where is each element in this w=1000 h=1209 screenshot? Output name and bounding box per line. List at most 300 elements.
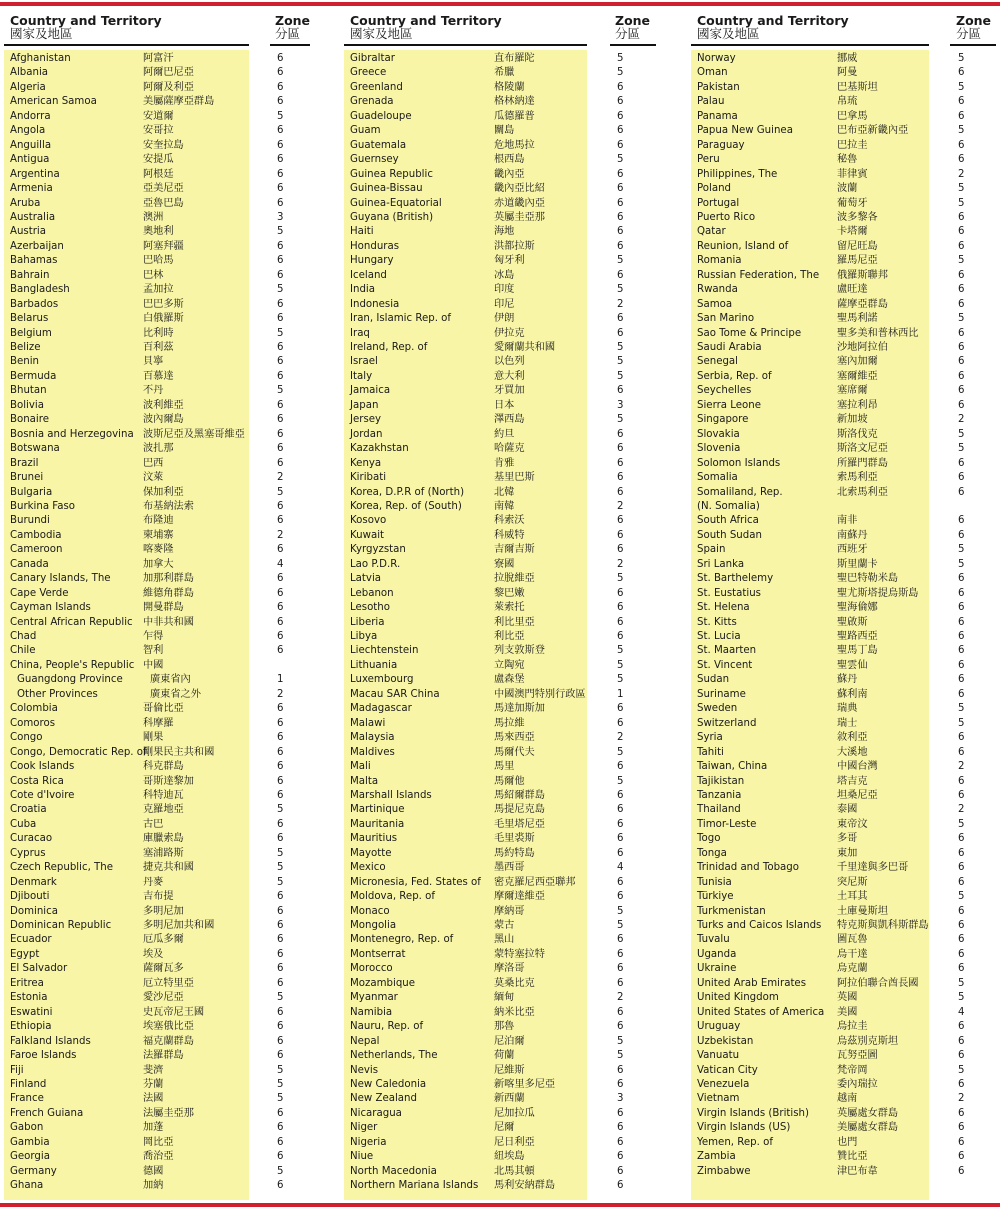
- zone-value: 5: [617, 370, 624, 382]
- country-name-zh: 科克群島: [143, 761, 184, 773]
- zone-value: 6: [617, 761, 624, 773]
- zone-value: 2: [958, 1093, 965, 1105]
- country-name-zh: 澳洲: [143, 211, 164, 223]
- zone-value: 5: [617, 342, 624, 353]
- zone-header-subtitle: 分區: [275, 26, 301, 41]
- table-row: [697, 110, 958, 124]
- country-name-en: Yemen, Rep. of: [697, 1136, 773, 1148]
- table-row: [10, 399, 277, 413]
- table-row: [350, 413, 617, 427]
- country-name-en: Aruba: [10, 197, 41, 209]
- country-name-en: Grenada: [350, 96, 394, 108]
- table-row: [697, 413, 958, 427]
- table-row: [350, 630, 617, 644]
- zone-value: 5: [277, 862, 284, 874]
- table-row: [10, 1150, 277, 1164]
- zone-value: 2: [617, 298, 624, 310]
- country-name-en: Palau: [697, 96, 725, 108]
- country-name-en: Dominican Republic: [10, 920, 112, 931]
- table-row: [350, 384, 617, 398]
- country-name-zh: 哈薩克: [494, 443, 525, 455]
- country-name-en: Curacao: [10, 833, 53, 845]
- country-name-zh: 挪威: [837, 53, 858, 64]
- country-name-zh: 秘魯: [837, 154, 858, 166]
- country-name-en: Serbia, Rep. of: [697, 370, 772, 382]
- zone-value: 5: [617, 414, 624, 426]
- table-row: [350, 659, 617, 673]
- country-name-zh: 黎巴嫩: [494, 587, 525, 599]
- country-name-zh: 阿富汗: [143, 53, 174, 64]
- zone-value: 6: [277, 616, 284, 628]
- country-name-zh: 梵帝岡: [837, 1064, 868, 1076]
- table-row: [10, 905, 277, 919]
- table-row: [350, 572, 617, 586]
- country-name-en: Seychelles: [697, 385, 752, 397]
- zone-value: 6: [277, 154, 284, 166]
- country-name-zh: 巴林: [143, 269, 164, 281]
- zone-value: 2: [958, 414, 965, 426]
- country-name-en: Belgium: [10, 327, 52, 339]
- zone-value: 6: [277, 544, 284, 556]
- table-row: [10, 211, 277, 225]
- country-name-en: Burundi: [10, 515, 50, 527]
- table-row: [697, 211, 958, 225]
- table-row: [697, 818, 958, 832]
- country-name-en: Marshall Islands: [350, 789, 432, 801]
- country-name-en: Jamaica: [350, 385, 391, 397]
- country-name-en: Malta: [350, 775, 379, 787]
- zone-value: 6: [958, 240, 965, 252]
- country-name-en: Senegal: [697, 356, 738, 368]
- table-row: [10, 803, 277, 817]
- country-name-zh: 新喀里多尼亞: [494, 1078, 556, 1090]
- table-row: [10, 1049, 277, 1063]
- country-name-zh: 多哥: [837, 833, 858, 845]
- country-name-en: El Salvador: [10, 963, 68, 975]
- country-name-zh: 波斯尼亞及黑塞哥維亞: [143, 428, 245, 440]
- zone-value: 6: [958, 732, 965, 744]
- country-name-en: St. Lucia: [697, 631, 741, 642]
- table-row: [350, 471, 617, 485]
- table-row: [350, 1064, 617, 1078]
- table-row: [10, 124, 277, 138]
- zone-value: 6: [617, 1021, 624, 1033]
- country-name-zh: 莫桑比克: [494, 977, 535, 989]
- country-name-zh: 圖瓦魯: [837, 934, 868, 946]
- zone-value: 6: [277, 414, 284, 426]
- zone-value: 6: [958, 963, 965, 975]
- zone-value: 2: [277, 472, 284, 484]
- country-name-en: United Arab Emirates: [697, 977, 807, 989]
- table-row: [697, 948, 958, 962]
- country-name-zh: 蒙特塞拉特: [494, 948, 545, 960]
- country-name-zh: 亞美尼亞: [143, 183, 184, 195]
- zone-value: 6: [277, 833, 284, 845]
- country-name-en: Korea, D.P.R of (North): [350, 486, 465, 498]
- table-row: [697, 124, 958, 138]
- country-name-zh: 馬約特島: [494, 847, 535, 859]
- zone-value: 6: [617, 1122, 624, 1134]
- zone-value: 6: [617, 717, 624, 729]
- zone-value: 5: [617, 53, 624, 64]
- country-name-zh: 以色列: [494, 356, 525, 368]
- table-row: [10, 1092, 277, 1106]
- table-row: [350, 861, 617, 875]
- table-row: [697, 283, 958, 297]
- table-row: [697, 616, 958, 630]
- zone-value: 6: [617, 1180, 624, 1192]
- table-row: [350, 587, 617, 601]
- country-name-zh: 巴拉圭: [837, 139, 868, 151]
- country-name-en: Paraguay: [697, 139, 745, 151]
- country-name-en: Lithuania: [350, 659, 398, 671]
- table-row: [350, 486, 617, 500]
- zone-value: 4: [277, 558, 284, 570]
- country-name-zh: 危地馬拉: [494, 139, 535, 151]
- country-name-zh: 摩洛哥: [494, 963, 525, 975]
- table-row: [10, 182, 277, 196]
- table-row: [10, 254, 277, 268]
- table-row: [10, 760, 277, 774]
- zone-value: 5: [617, 775, 624, 787]
- country-name-zh: 立陶宛: [494, 659, 525, 671]
- country-name-zh: 密克羅尼西亞聯邦: [494, 876, 576, 888]
- table-row: [350, 1078, 617, 1092]
- zone-value: 6: [958, 457, 965, 469]
- country-name-zh: 澤西島: [494, 414, 525, 426]
- table-row: [10, 832, 277, 846]
- country-name-zh: 阿爾及利亞: [143, 81, 194, 93]
- country-name-zh: 烏拉圭: [837, 1021, 868, 1033]
- country-name-en: Congo, Democratic Rep. of: [10, 746, 147, 758]
- country-name-en: Gambia: [10, 1136, 50, 1148]
- country-name-en: Guangdong Province: [17, 674, 123, 686]
- table-row: [697, 428, 958, 442]
- country-name-en: Portugal: [697, 197, 740, 209]
- country-name-zh: 斯洛文尼亞: [837, 443, 888, 455]
- country-name-zh: 馬爾他: [494, 775, 525, 787]
- country-name-en: Thailand: [697, 804, 741, 816]
- zone-value: 6: [617, 847, 624, 859]
- table-row: [697, 601, 958, 615]
- country-name-zh: 格陵蘭: [494, 81, 525, 93]
- country-name-zh: 法羅群島: [143, 1050, 184, 1062]
- table-row: [10, 81, 277, 95]
- zone-value: 6: [958, 1151, 965, 1163]
- zone-value: 6: [277, 1006, 284, 1018]
- country-name-en: Zambia: [697, 1151, 736, 1163]
- country-name-zh: 馬拉維: [494, 717, 525, 729]
- zone-value: 6: [958, 920, 965, 931]
- country-name-zh: 留尼旺島: [837, 240, 878, 252]
- table-row: [697, 861, 958, 875]
- country-header-subtitle: 國家及地區: [10, 26, 73, 41]
- table-row: [697, 442, 958, 456]
- country-name-en: Spain: [697, 544, 726, 556]
- zone-value: 5: [958, 428, 965, 440]
- country-name-zh: 蘇利南: [837, 688, 868, 700]
- country-name-zh: 瓦努亞圖: [837, 1050, 878, 1062]
- table-row: [350, 197, 617, 211]
- zone-value: 6: [617, 125, 624, 137]
- country-name-zh: 約旦: [494, 428, 515, 440]
- country-name-zh: 美屬處女群島: [837, 1122, 899, 1134]
- country-name-zh: 巴基斯坦: [837, 81, 878, 93]
- table-row: [697, 789, 958, 803]
- country-name-zh: 北索馬利亞: [837, 486, 888, 498]
- zone-value: 6: [617, 486, 624, 498]
- country-name-en: Bangladesh: [10, 284, 70, 296]
- table-row: [350, 977, 617, 991]
- country-header-title: Country and Territory: [10, 13, 162, 28]
- zone-value: 6: [277, 81, 284, 93]
- table-row: [350, 370, 617, 384]
- country-name-zh: 德國: [143, 1165, 164, 1177]
- country-name-zh: 愛沙尼亞: [143, 992, 184, 1004]
- zone-header-subtitle: 分區: [956, 26, 982, 41]
- country-name-zh: 史瓦帝尼王國: [143, 1006, 205, 1018]
- table-row: [10, 225, 277, 239]
- country-name-en: Barbados: [10, 298, 59, 310]
- country-name-zh: 薩摩亞群島: [837, 298, 888, 310]
- country-name-en: Djibouti: [10, 891, 50, 903]
- country-name-en: Vietnam: [697, 1093, 740, 1105]
- country-name-en: Latvia: [350, 573, 382, 585]
- zone-value: 6: [958, 284, 965, 296]
- country-name-en: Libya: [350, 631, 378, 642]
- zone-value: 6: [617, 529, 624, 541]
- country-name-zh: 摩爾達維亞: [494, 891, 545, 903]
- header-rule: [691, 44, 929, 46]
- country-name-zh: 吉布提: [143, 891, 174, 903]
- country-name-zh: 黑山: [494, 934, 515, 946]
- zone-value: 6: [277, 168, 284, 180]
- table-row: [10, 731, 277, 745]
- table-row: [10, 572, 277, 586]
- zone-value: 6: [958, 1165, 965, 1177]
- country-name-zh: 越南: [837, 1093, 858, 1105]
- country-name-en: Nigeria: [350, 1136, 387, 1148]
- zone-value: 5: [277, 284, 284, 296]
- country-name-zh: 坦桑尼亞: [837, 789, 878, 801]
- zone-value: 5: [617, 1050, 624, 1062]
- zone-value: 6: [958, 139, 965, 151]
- country-name-en: Nauru, Rep. of: [350, 1021, 424, 1033]
- table-row: [697, 225, 958, 239]
- country-name-zh: 波多黎各: [837, 211, 878, 223]
- country-name-zh: 新西蘭: [494, 1093, 525, 1105]
- country-name-zh: 葡萄牙: [837, 197, 868, 209]
- country-name-en: Angola: [10, 125, 46, 137]
- country-name-zh: 格林納達: [494, 96, 535, 108]
- country-name-en: Zimbabwe: [697, 1165, 751, 1177]
- country-name-zh: 意大利: [494, 370, 525, 382]
- country-name-en: Netherlands, The: [350, 1050, 438, 1062]
- zone-value: 6: [958, 1021, 965, 1033]
- table-row: [350, 876, 617, 890]
- country-name-zh: 新加坡: [837, 414, 868, 426]
- zone-value: 6: [277, 789, 284, 801]
- table-row: [10, 876, 277, 890]
- table-row: [350, 616, 617, 630]
- country-name-zh: 加納: [143, 1180, 164, 1192]
- country-name-zh: 寮國: [494, 558, 515, 570]
- table-row: [697, 991, 958, 1005]
- country-name-en: Norway: [697, 53, 736, 64]
- zone-value: 6: [617, 587, 624, 599]
- table-row: [350, 644, 617, 658]
- zone-value: 6: [277, 977, 284, 989]
- table-row: [350, 1121, 617, 1135]
- zone-header: [956, 14, 991, 40]
- zone-value: 6: [277, 1122, 284, 1134]
- table-row: [350, 760, 617, 774]
- country-name-en: Romania: [697, 255, 742, 267]
- country-name-zh: 東帝汶: [837, 818, 868, 830]
- country-name-en: Panama: [697, 110, 738, 122]
- table-row: [10, 1006, 277, 1020]
- zone-value: 5: [958, 197, 965, 209]
- table-row: [350, 269, 617, 283]
- zone-value: 5: [958, 53, 965, 64]
- table-row: [697, 688, 958, 702]
- table-row: [697, 312, 958, 326]
- table-row: [697, 182, 958, 196]
- zone-value: 6: [617, 139, 624, 151]
- country-name-en: New Caledonia: [350, 1078, 427, 1090]
- zone-value: 6: [958, 1122, 965, 1134]
- table-row: [10, 688, 277, 702]
- country-name-zh: 聖啟斯: [837, 616, 868, 628]
- table-row: [10, 442, 277, 456]
- zone-value: 6: [617, 891, 624, 903]
- country-name-en: Honduras: [350, 240, 400, 252]
- table-row: [697, 1107, 958, 1121]
- country-name-zh: 巴西: [143, 457, 164, 469]
- country-name-zh: 塞席爾: [837, 385, 868, 397]
- country-name-en: Germany: [10, 1165, 57, 1177]
- zone-value: 6: [277, 703, 284, 715]
- zone-value: 6: [958, 67, 965, 79]
- country-name-zh: 斯里蘭卡: [837, 558, 878, 570]
- table-row: [10, 341, 277, 355]
- country-name-en: Gabon: [10, 1122, 44, 1134]
- country-name-zh: 突尼斯: [837, 876, 868, 888]
- country-name-zh: 日本: [494, 399, 515, 411]
- country-name-en: Somaliland, Rep.: [697, 486, 783, 498]
- country-name-en: Bonaire: [10, 414, 49, 426]
- table-row: [10, 355, 277, 369]
- country-name-en: Chile: [10, 645, 36, 657]
- country-name-en: San Marino: [697, 313, 755, 325]
- country-name-en: Gibraltar: [350, 53, 395, 64]
- zone-value: 5: [958, 717, 965, 729]
- zone-value: 6: [958, 1050, 965, 1062]
- country-name-zh: 美國: [837, 1006, 858, 1018]
- country-name-zh: 科摩羅: [143, 717, 174, 729]
- table-row: [350, 240, 617, 254]
- country-name-en: Mayotte: [350, 847, 392, 859]
- country-name-en: Myanmar: [350, 992, 398, 1004]
- table-row: [10, 847, 277, 861]
- zone-value: 6: [958, 659, 965, 671]
- zone-value: 6: [617, 977, 624, 989]
- country-name-en: Iceland: [350, 269, 387, 281]
- table-row: [10, 977, 277, 991]
- country-name-zh: 百利茲: [143, 342, 174, 353]
- country-name-en: Other Provinces: [17, 688, 98, 700]
- zone-value: 5: [958, 818, 965, 830]
- table-row: [10, 52, 277, 66]
- country-name-zh: 保加利亞: [143, 486, 184, 498]
- country-name-en: North Macedonia: [350, 1165, 437, 1177]
- country-name-en: Solomon Islands: [697, 457, 781, 469]
- country-header: [10, 14, 162, 40]
- zone-value: 6: [277, 948, 284, 960]
- zone-value: 6: [277, 732, 284, 744]
- table-row: [697, 52, 958, 66]
- country-name-zh: 南韓: [494, 500, 515, 512]
- country-name-en: Mongolia: [350, 920, 397, 931]
- country-name-en: Bahrain: [10, 269, 50, 281]
- country-name-zh: 緬甸: [494, 992, 515, 1004]
- table-row: [697, 370, 958, 384]
- table-row: [10, 529, 277, 543]
- table-row: [697, 673, 958, 687]
- country-name-zh: 尼爾: [494, 1122, 515, 1134]
- zone-value: 6: [277, 240, 284, 252]
- zone-value: 3: [617, 399, 624, 411]
- table-row: [350, 355, 617, 369]
- country-name-zh: 希臘: [494, 67, 515, 79]
- zone-value: 6: [958, 385, 965, 397]
- table-row: [350, 1179, 617, 1193]
- country-name-en: Guinea Republic: [350, 168, 433, 180]
- zone-value: 6: [617, 385, 624, 397]
- country-name-en: Macau SAR China: [350, 688, 440, 700]
- country-name-en: Afghanistan: [10, 53, 71, 64]
- country-name-zh: 海地: [494, 226, 515, 238]
- country-name-zh: 津巴布韋: [837, 1165, 878, 1177]
- country-name-en: France: [10, 1093, 44, 1105]
- zone-value: 6: [277, 717, 284, 729]
- zone-value: 6: [617, 544, 624, 556]
- country-name-zh: 尼加拉瓜: [494, 1107, 535, 1119]
- country-name-en: Poland: [697, 183, 732, 195]
- country-name-en: Tahiti: [697, 746, 724, 758]
- zone-value: 6: [277, 399, 284, 411]
- country-name-en: Dominica: [10, 905, 58, 917]
- zone-header: [275, 14, 310, 40]
- country-name-en: Lebanon: [350, 587, 394, 599]
- zone-value: 6: [958, 948, 965, 960]
- zone-value: 6: [617, 327, 624, 339]
- country-name-en: Cayman Islands: [10, 602, 91, 614]
- country-name-zh: 塞爾維亞: [837, 370, 878, 382]
- table-row: [10, 384, 277, 398]
- zone-value: 6: [277, 891, 284, 903]
- table-row: [10, 630, 277, 644]
- zone-header-rule: [610, 44, 656, 46]
- country-name-en: Chad: [10, 631, 37, 642]
- country-name-en: Colombia: [10, 703, 58, 715]
- table-row: [10, 601, 277, 615]
- zone-value: 6: [958, 573, 965, 585]
- country-name-en: Sierra Leone: [697, 399, 761, 411]
- country-name-zh: 列支敦斯登: [494, 645, 545, 657]
- country-name-en: Nepal: [350, 1035, 380, 1047]
- country-name-zh: 厄瓜多爾: [143, 934, 184, 946]
